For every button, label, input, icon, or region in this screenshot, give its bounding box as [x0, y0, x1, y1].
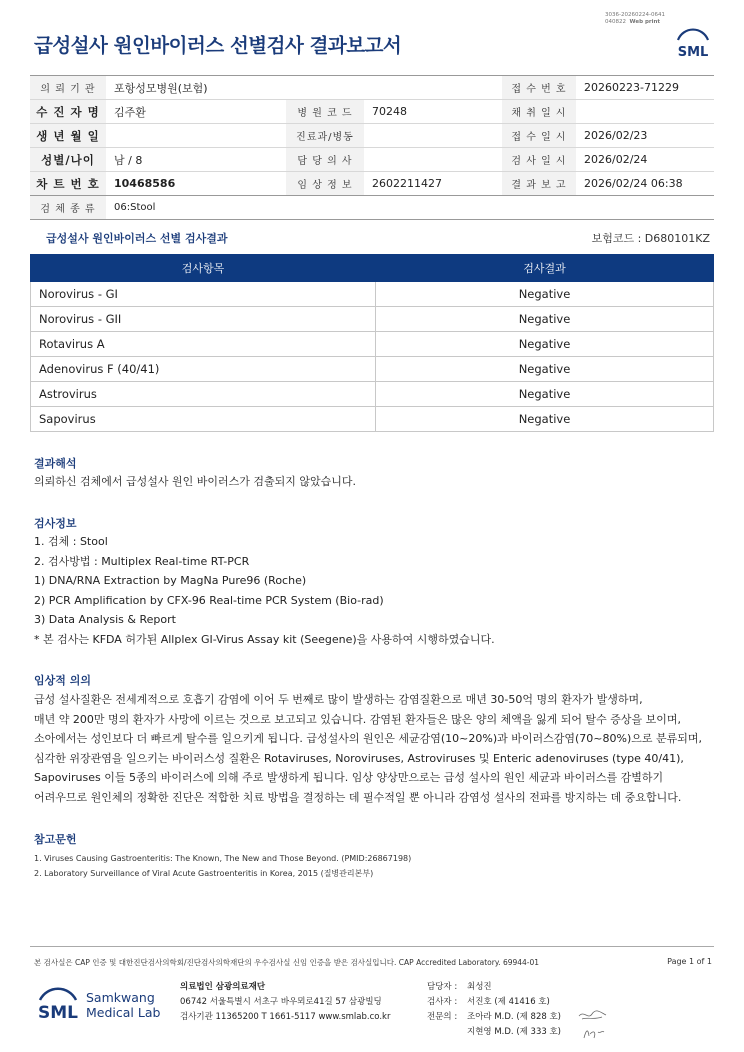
- print-code: [605, 12, 665, 26]
- print-code-line1: 3036-20260224-0641: [605, 12, 665, 18]
- info-value: 20260223-71229: [576, 76, 714, 100]
- clinical-line: 심각한 위장관염을 일으키는 바이러스성 질환은 Rotaviruses, Noroviruses, Astroviruses 및 Enteric adenoviruses (type 40/41),: [34, 751, 684, 765]
- specimen-label: 검 체 종 류: [30, 196, 106, 220]
- info-label: 의 뢰 기 관: [30, 76, 106, 100]
- info-row: [30, 100, 714, 124]
- print-label: Web print: [629, 19, 661, 25]
- result-item: Astrovirus: [31, 382, 376, 407]
- org-address: 06742 서울특별시 서초구 바우뫼로41길 57 삼광빌딩: [180, 997, 382, 1007]
- info-label: 접 수 번 호: [502, 76, 576, 100]
- clinical-line: 소아에서는 성인보다 더 빠르게 탈수를 일으키게 됩니다. 급성설사의 원인은 세균감염(10~20%)과 바이러스감염(70~80%)으로 분류되며,: [34, 732, 702, 745]
- info-value: 2026/02/24: [576, 148, 714, 172]
- samkwang-logo-icon: [36, 982, 176, 1026]
- result-value: Negative: [376, 382, 714, 407]
- references-title: 참고문헌: [34, 833, 77, 846]
- clinical-title: 임상적 의의: [34, 674, 91, 687]
- sml-logo-text: SML: [677, 45, 709, 60]
- result-row: [31, 357, 714, 382]
- clinical-line: 매년 약 200만 명의 환자가 사망에 이르는 것으로 보고되고 있습니다. 감염된 환자들은 많은 양의 체액을 잃게 되어 탈수 증상을 보이며,: [34, 712, 681, 726]
- info-value: [364, 76, 502, 100]
- staff-role: 검사자 :: [427, 997, 458, 1007]
- info-label: 성별/나이: [30, 148, 106, 172]
- test-info-title: 검사정보: [34, 517, 77, 530]
- info-value: 김주환: [106, 100, 286, 124]
- specimen-row: [30, 196, 714, 220]
- info-value: 2026/02/24 06:38: [576, 172, 714, 196]
- org-info: [180, 980, 390, 1025]
- test-info-line: 3) Data Analysis & Report: [34, 613, 176, 626]
- test-info-line: * 본 검사는 KFDA 허가된 Allplex GI-Virus Assay kit (Seegene)을 사용하여 시행하였습니다.: [34, 632, 495, 646]
- specimen-value: 06:Stool: [106, 196, 714, 220]
- test-info-line: 2. 검사방법 : Multiplex Real-time RT-PCR: [34, 554, 250, 568]
- reference-line: 2. Laboratory Surveillance of Viral Acute Gastroenteritis in Korea, 2015 (질병관리본부): [34, 869, 374, 878]
- references-list: [34, 851, 411, 881]
- result-row: [31, 307, 714, 332]
- result-row: [31, 407, 714, 432]
- result-value: Negative: [376, 332, 714, 357]
- result-row: [31, 282, 714, 307]
- staff-name: 서진호 (제 41416 호): [467, 997, 550, 1007]
- info-row: [30, 148, 714, 172]
- info-label: 차 트 번 호: [30, 172, 106, 196]
- test-info-line: 1) DNA/RNA Extraction by MagNa Pure96 (Roche): [34, 574, 307, 587]
- footer-logo-line1: Samkwang: [86, 990, 155, 1005]
- clinical-line: 급성 설사질환은 전세계적으로 호흡기 감염에 이어 두 번째로 많이 발생하는 감염질환으로 매년 30-50억 명의 환자가 발생하며,: [34, 693, 643, 706]
- signature-icon: [576, 1008, 610, 1042]
- info-label: 생 년 월 일: [30, 124, 106, 148]
- result-row: [31, 332, 714, 357]
- info-label: 채 취 일 시: [502, 100, 576, 124]
- clinical-line: Sapoviruses 이들 5종의 바이러스에 의해 주로 발생하게 됩니다. 임상 양상만으로는 급성 설사의 원인 세균과 바이러스를 감별하기: [34, 771, 664, 784]
- accreditation-note: 본 검사실은 CAP 인증 및 대한진단검사의학회/진단검사의학재단의 우수검사실 신임 인증을 받은 검사실입니다. CAP Accredited Laboratory. 69944-01: [34, 958, 540, 967]
- reference-line: 1. Viruses Causing Gastroenteritis: The Known, The New and Those Beyond. (PMID:26867198): [34, 854, 412, 863]
- test-info-list: [34, 532, 495, 649]
- results-section-title: 급성설사 원인바이러스 선별 검사결과: [46, 232, 228, 245]
- interpretation-text: 의뢰하신 검체에서 급성설사 원인 바이러스가 검출되지 않았습니다.: [34, 475, 357, 488]
- staff-row: [427, 1025, 561, 1040]
- result-item: Norovirus - GII: [31, 307, 376, 332]
- info-value: [576, 100, 714, 124]
- result-item: Sapovirus: [31, 407, 376, 432]
- info-label: 병 원 코 드: [286, 100, 364, 124]
- result-value: Negative: [376, 307, 714, 332]
- result-value: Negative: [376, 407, 714, 432]
- info-label: [286, 76, 364, 100]
- info-label: 진료과/병동: [286, 124, 364, 148]
- staff-row: [427, 980, 561, 995]
- test-info-line: 2) PCR Amplification by CFX-96 Real-time PCR System (Bio-rad): [34, 593, 384, 607]
- staff-list: [427, 980, 561, 1040]
- info-label: 임 상 정 보: [286, 172, 364, 196]
- info-row: [30, 76, 714, 100]
- clinical-line: 어려우므로 원인체의 정확한 진단은 적합한 치료 방법을 결정하는 데 필수적일 뿐 아니라 감염성 설사의 전파를 방지하는 데 중요합니다.: [34, 790, 682, 804]
- staff-role: 담당자 :: [427, 982, 458, 992]
- footer-logo-sml: SML: [38, 1003, 78, 1023]
- test-info-line: 1. 검체 : Stool: [34, 535, 108, 548]
- staff-row: [427, 1010, 561, 1025]
- result-item: Rotavirus A: [31, 332, 376, 357]
- info-value: 2026/02/23: [576, 124, 714, 148]
- interpretation-title: 결과해석: [34, 457, 77, 470]
- clinical-text: [34, 690, 702, 807]
- info-label: 담 당 의 사: [286, 148, 364, 172]
- result-item: Norovirus - GI: [31, 282, 376, 307]
- print-code-line2: 040822: [605, 19, 626, 25]
- info-value: 10468586: [106, 172, 286, 196]
- staff-name: 조아라 M.D. (제 828 호): [467, 1012, 562, 1022]
- footer-logo-line2: Medical Lab: [86, 1005, 161, 1020]
- result-item: Adenovirus F (40/41): [31, 357, 376, 382]
- org-name: 의료법인 삼광의료재단: [180, 982, 266, 992]
- info-label: 검 사 일 시: [502, 148, 576, 172]
- info-label: 수 진 자 명: [30, 100, 106, 124]
- patient-info-table: [30, 75, 714, 220]
- info-row: [30, 172, 714, 196]
- result-row: [31, 382, 714, 407]
- info-row: [30, 124, 714, 148]
- insurance-code: 보험코드 : D680101KZ: [591, 232, 710, 245]
- org-contact: 검사기관 11365200 T 1661-5117 www.smlab.co.kr: [180, 1012, 391, 1022]
- info-value: [364, 124, 502, 148]
- result-value: Negative: [376, 357, 714, 382]
- staff-name: 최성진: [467, 982, 492, 992]
- footer-divider: [30, 946, 714, 947]
- staff-name: 지현영 M.D. (제 333 호): [467, 1027, 562, 1037]
- info-value: [364, 148, 502, 172]
- results-table: [30, 254, 714, 432]
- sml-logo-icon: [672, 26, 714, 66]
- staff-role: 전문의 :: [427, 1012, 458, 1022]
- staff-row: [427, 995, 561, 1010]
- info-label: 결 과 보 고: [502, 172, 576, 196]
- result-value: Negative: [376, 282, 714, 307]
- info-value: 2602211427: [364, 172, 502, 196]
- page-number: Page 1 of 1: [667, 957, 712, 966]
- info-value: 70248: [364, 100, 502, 124]
- col-item-header: 검사항목: [31, 255, 376, 282]
- info-value: [106, 124, 286, 148]
- info-label: 접 수 일 시: [502, 124, 576, 148]
- report-title: 급성설사 원인바이러스 선별검사 결과보고서: [34, 34, 402, 57]
- info-value: 포항성모병원(보험): [106, 76, 286, 100]
- col-result-header: 검사결과: [376, 255, 714, 282]
- info-value: 남 / 8: [106, 148, 286, 172]
